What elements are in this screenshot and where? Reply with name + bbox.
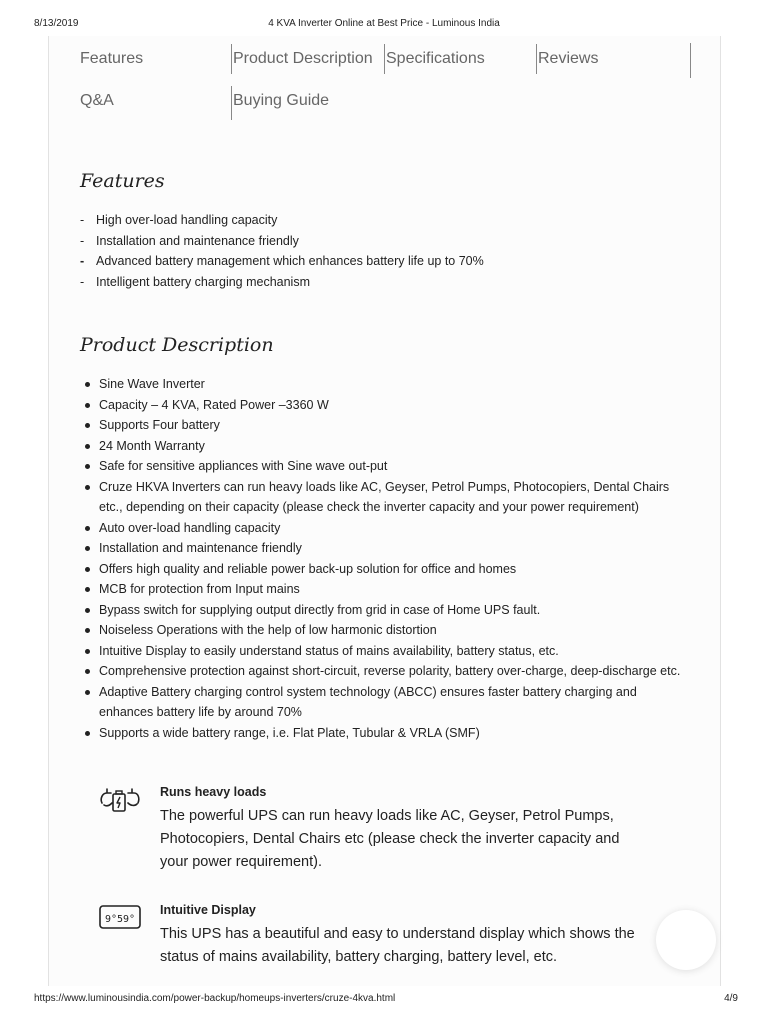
- list-item: - Advanced battery management which enhances battery life up to 70%: [80, 254, 484, 268]
- tab-specifications[interactable]: Specifications: [384, 44, 485, 74]
- print-page-title: 4 KVA Inverter Online at Best Price - Luminous India: [268, 18, 500, 29]
- list-item: Offers high quality and reliable power back-up solution for office and homes: [80, 559, 690, 580]
- list-item: Bypass switch for supplying output directly from grid in case of Home UPS fault.: [80, 600, 690, 621]
- list-item: Auto over-load handling capacity: [80, 518, 690, 539]
- highlight-title: Intuitive Display: [160, 903, 256, 917]
- display-icon: [98, 903, 142, 933]
- tab-divider: [690, 43, 691, 78]
- list-item: Sine Wave Inverter: [80, 374, 690, 395]
- tab-qa[interactable]: Q&A: [80, 92, 114, 109]
- features-heading: Features: [80, 170, 165, 192]
- product-description-list: [80, 374, 690, 743]
- print-page-number: 4/9: [724, 993, 738, 1004]
- list-item: Cruze HKVA Inverters can run heavy loads like AC, Geyser, Petrol Pumps, Photocopiers, Dental Chairs etc., depending on their capacity (please check the inverter capacity and your power requirement): [80, 477, 690, 518]
- highlight-text: The powerful UPS can run heavy loads like AC, Geyser, Petrol Pumps, Photocopiers, Dental Chairs etc (please check the inverter capacity and your power requirement).: [160, 808, 620, 870]
- product-description-heading: Product Description: [80, 334, 274, 356]
- list-item: - Installation and maintenance friendly: [80, 233, 299, 248]
- list-item: Capacity – 4 KVA, Rated Power –3360 W: [80, 395, 690, 416]
- list-item: Noiseless Operations with the help of low harmonic distortion: [80, 620, 690, 641]
- list-item: - Intelligent battery charging mechanism: [80, 274, 311, 289]
- list-item: Installation and maintenance friendly: [80, 538, 690, 559]
- list-item: Comprehensive protection against short-circuit, reverse polarity, battery over-charge, deep-discharge etc.: [80, 661, 690, 682]
- highlight-title: Runs heavy loads: [160, 785, 267, 799]
- features-list: [80, 210, 484, 292]
- list-item: Safe for sensitive appliances with Sine wave out-put: [80, 456, 690, 477]
- print-date: 8/13/2019: [34, 18, 79, 29]
- chat-button[interactable]: [656, 910, 716, 970]
- highlight-text: This UPS has a beautiful and easy to understand display which shows the status of mains availability, battery charging, battery level, etc.: [160, 926, 635, 965]
- tab-reviews[interactable]: Reviews: [536, 44, 598, 74]
- tab-product-description[interactable]: Product Description: [231, 44, 373, 74]
- heavy-load-icon: [98, 785, 142, 815]
- tab-buying-guide[interactable]: Buying Guide: [231, 86, 329, 120]
- list-item: MCB for protection from Input mains: [80, 579, 690, 600]
- list-item: - High over-load handling capacity: [80, 213, 278, 227]
- print-url: https://www.luminousindia.com/power-backup/homeups-inverters/cruze-4kva.html: [34, 993, 396, 1004]
- list-item: Supports Four battery: [80, 415, 690, 436]
- display-icon-text: 9°59°: [104, 914, 136, 925]
- list-item: Supports a wide battery range, i.e. Flat Plate, Tubular & VRLA (SMF): [80, 723, 690, 744]
- tab-features[interactable]: Features: [80, 50, 144, 67]
- list-item: Adaptive Battery charging control system technology (ABCC) ensures faster battery charging and enhances battery life by around 70%: [80, 682, 690, 723]
- list-item: Intuitive Display to easily understand status of mains availability, battery status, etc.: [80, 641, 690, 662]
- list-item: 24 Month Warranty: [80, 436, 690, 457]
